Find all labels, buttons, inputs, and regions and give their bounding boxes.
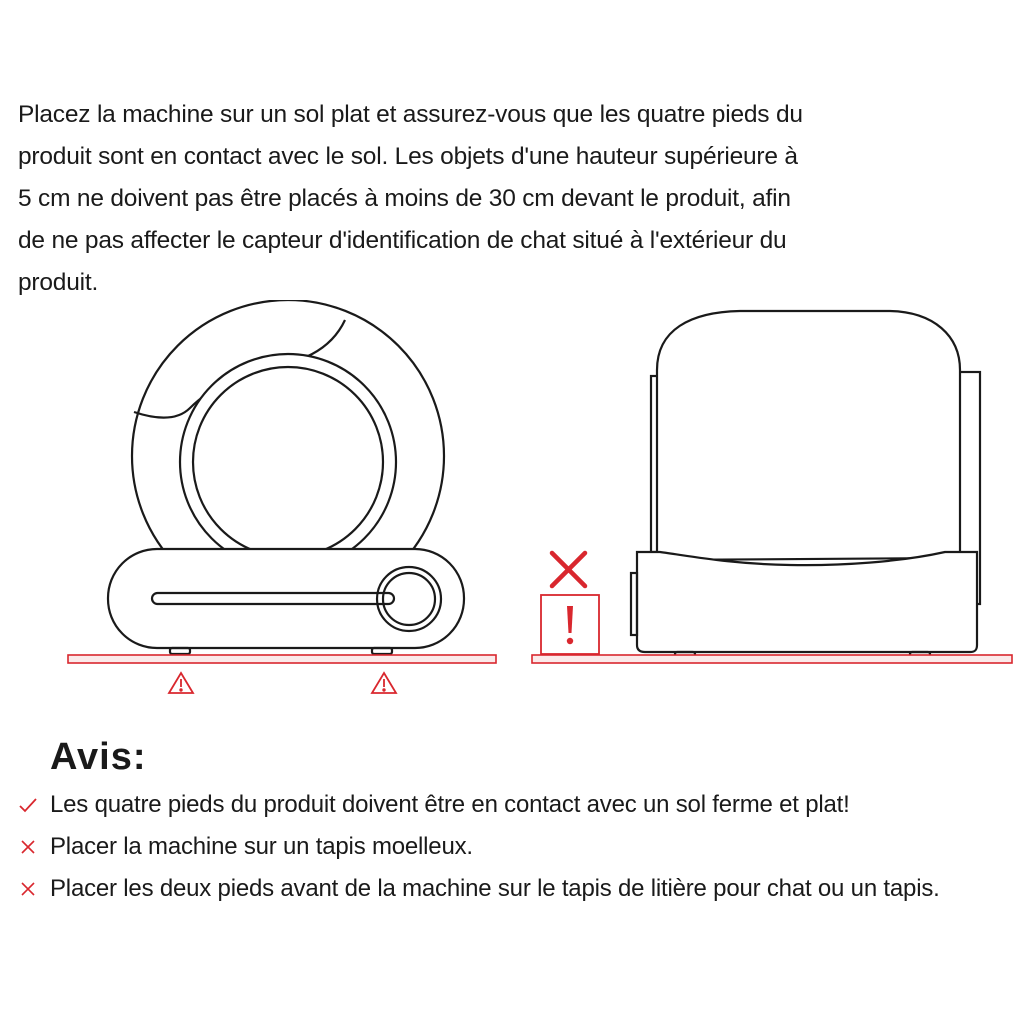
front-floor	[68, 655, 496, 663]
cross-icon	[552, 553, 585, 586]
notice-title: Avis:	[50, 736, 147, 778]
placement-illustration	[0, 300, 1024, 720]
intro-line: 5 cm ne doivent pas être placés à moins de 30 cm devant le produit, afin	[18, 185, 791, 212]
notice-list	[18, 784, 1018, 910]
notice-item-text: Les quatre pieds du produit doivent être en contact avec un sol ferme et plat!	[50, 791, 850, 818]
list-item	[18, 826, 1018, 868]
side-dome	[657, 311, 960, 560]
intro-line: de ne pas affecter le capteur d'identification de chat situé à l'extérieur du	[18, 227, 787, 254]
check-icon	[18, 795, 50, 815]
warning-triangle-icon	[372, 673, 396, 693]
front-base	[108, 549, 464, 648]
side-floor	[532, 655, 1012, 663]
notice-item-text: Placer la machine sur un tapis moelleux.	[50, 833, 473, 860]
cross-icon	[18, 837, 50, 857]
intro-line: Placez la machine sur un sol plat et assurez-vous que les quatre pieds du	[18, 101, 803, 128]
front-foot-right	[372, 648, 392, 654]
intro-line: produit sont en contact avec le sol. Les objets d'une hauteur supérieure à	[18, 143, 798, 170]
intro-paragraph	[18, 94, 898, 304]
front-view	[108, 300, 464, 654]
front-entrance-outer	[180, 354, 396, 570]
list-item	[18, 868, 1018, 910]
cross-icon	[18, 879, 50, 899]
list-item	[18, 784, 1018, 826]
warning-triangle-icon	[169, 673, 193, 693]
intro-line: produit.	[18, 269, 99, 296]
notice-item-text: Placer les deux pieds avant de la machine sur le tapis de litière pour chat ou un tapis.	[50, 875, 940, 902]
side-view	[631, 311, 980, 657]
side-base-lip	[631, 573, 637, 635]
side-base	[637, 552, 977, 652]
front-foot-left	[170, 648, 190, 654]
